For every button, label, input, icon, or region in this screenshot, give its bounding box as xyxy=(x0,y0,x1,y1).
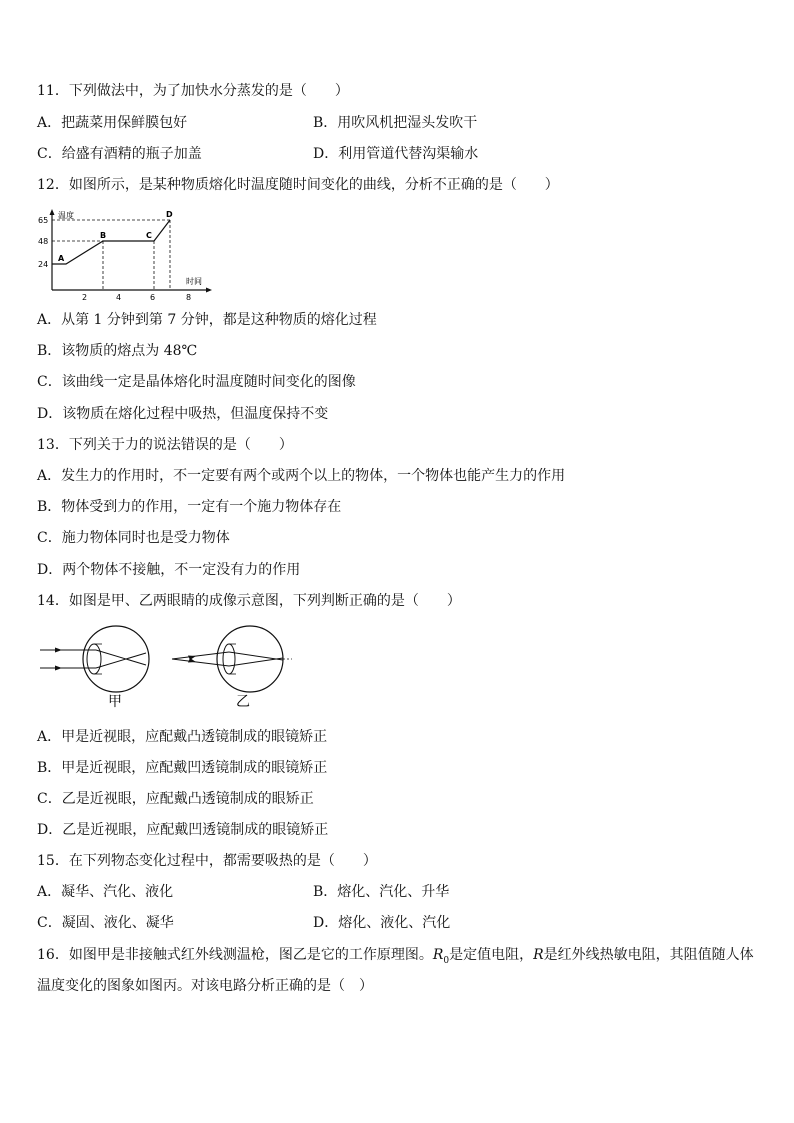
x-tick-4: 4 xyxy=(116,293,122,300)
q16-stem-line1: 16．如图甲是非接触式红外线测温枪，图乙是它的工作原理图。$R_0$是定值电阻，R是红外线热敏电阻，其阻值随人体 xyxy=(37,947,754,966)
q12-option-b[interactable]: B．该物质的熔点为 48℃ xyxy=(37,343,198,359)
y-axis-label: 温度 xyxy=(58,211,74,220)
q15-option-b[interactable]: B．熔化、汽化、升华 xyxy=(313,884,450,900)
q12-temperature-time-graph xyxy=(36,208,216,304)
q15-option-a[interactable]: A．凝华、汽化、液化 xyxy=(37,884,174,900)
q11-option-a[interactable]: A．把蔬菜用保鲜膜包好 xyxy=(37,115,188,131)
q15-stem: 15．在下列物态变化过程中，都需要吸热的是（ ） xyxy=(37,853,377,869)
y-tick-65: 65 xyxy=(38,216,49,225)
point-a-label: A xyxy=(58,254,65,263)
q14-stem: 14．如图是甲、乙两眼睛的成像示意图，下列判断正确的是（ ） xyxy=(37,593,461,609)
x-tick-2: 2 xyxy=(82,293,88,300)
q14-eye-diagrams xyxy=(36,622,296,718)
q11-stem: 11．下列做法中，为了加快水分蒸发的是（ ） xyxy=(37,83,349,99)
q13-option-d[interactable]: D．两个物体不接触，不一定没有力的作用 xyxy=(37,562,301,578)
q13-option-a[interactable]: A．发生力的作用时，不一定要有两个或两个以上的物体，一个物体也能产生力的作用 xyxy=(37,468,566,484)
q14-option-a[interactable]: A．甲是近视眼，应配戴凸透镜制成的眼镜矫正 xyxy=(37,729,328,745)
melting-curve xyxy=(52,220,170,264)
q12-option-d[interactable]: D．该物质在熔化过程中吸热，但温度保持不变 xyxy=(37,406,329,422)
y-tick-48: 48 xyxy=(38,237,49,246)
y-axis-arrow xyxy=(50,209,55,215)
q14-option-b[interactable]: B．甲是近视眼，应配戴凹透镜制成的眼镜矫正 xyxy=(37,760,328,776)
q11-option-b[interactable]: B．用吹风机把湿头发吹干 xyxy=(313,115,478,131)
q12-option-c[interactable]: C．该曲线一定是晶体熔化时温度随时间变化的图像 xyxy=(37,374,356,390)
point-b-label: B xyxy=(100,231,107,240)
q11-option-c[interactable]: C．给盛有酒精的瓶子加盖 xyxy=(37,146,202,162)
q13-option-c[interactable]: C．施力物体同时也是受力物体 xyxy=(37,530,230,546)
q14-option-d[interactable]: D．乙是近视眼，应配戴凹透镜制成的眼镜矫正 xyxy=(37,822,329,838)
x-tick-6: 6 xyxy=(150,293,156,300)
q15-option-d[interactable]: D．熔化、液化、汽化 xyxy=(313,915,451,931)
q12-option-a[interactable]: A．从第 1 分钟到第 7 分钟，都是这种物质的熔化过程 xyxy=(37,312,377,328)
q11-option-d[interactable]: D．利用管道代替沟渠输水 xyxy=(313,146,479,162)
point-c-label: C xyxy=(146,231,152,240)
eye-jia-diagram xyxy=(40,626,149,710)
q13-stem: 13．下列关于力的说法错误的是（ ） xyxy=(37,437,293,453)
y-tick-24: 24 xyxy=(38,260,49,269)
q14-option-c[interactable]: C．乙是近视眼，应配戴凸透镜制成的眼矫正 xyxy=(37,791,314,807)
x-axis-arrow xyxy=(206,288,212,293)
eye-yi-label: 乙 xyxy=(236,694,250,710)
q15-option-c[interactable]: C．凝固、液化、凝华 xyxy=(37,915,174,931)
eye-jia-label: 甲 xyxy=(108,694,122,710)
eye-yi-diagram xyxy=(172,626,292,710)
point-d-label: D xyxy=(166,210,173,219)
x-axis-label: 时间 xyxy=(186,277,202,286)
q13-option-b[interactable]: B．物体受到力的作用，一定有一个施力物体存在 xyxy=(37,499,342,515)
q16-stem-line2: 温度变化的图象如图丙。对该电路分析正确的是（ ） xyxy=(37,978,373,994)
x-tick-8: 8 xyxy=(186,293,192,300)
q12-stem: 12．如图所示，是某种物质熔化时温度随时间变化的曲线，分析不正确的是（ ） xyxy=(37,177,559,193)
